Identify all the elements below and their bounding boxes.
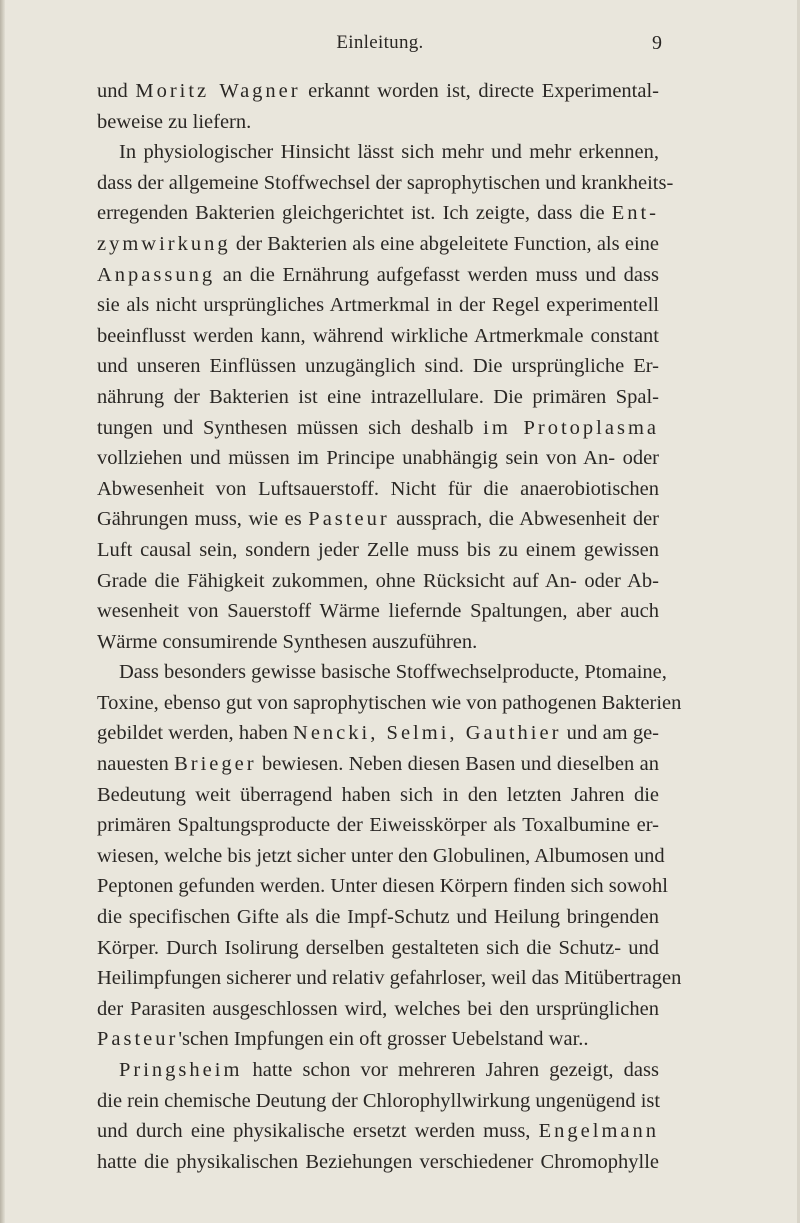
text-line bbox=[97, 841, 665, 872]
text-line bbox=[97, 168, 674, 199]
text-segment: Heilimpfungen sicherer und relativ gefahrloser, weil das Mitübertragen bbox=[97, 967, 682, 990]
text-line bbox=[97, 260, 659, 291]
text-line bbox=[97, 443, 659, 474]
text-line bbox=[97, 504, 659, 535]
text-line bbox=[97, 474, 659, 505]
text-line bbox=[97, 76, 659, 107]
text-segment: Abwesenheit von Luftsauerstoff. Nicht für die anaerobiotischen bbox=[97, 477, 659, 500]
spaced-name: Anpassung bbox=[97, 263, 216, 286]
text-segment: der Parasiten ausgeschlossen wird, welches bei den ursprünglichen bbox=[97, 997, 659, 1020]
spaced-name: zymwirkung bbox=[97, 232, 231, 255]
spaced-name: Pasteur bbox=[308, 508, 390, 531]
text-segment: erregenden Bakterien gleichgerichtet ist. Ich zeigte, dass die bbox=[97, 202, 612, 225]
text-segment: hatte die physikalischen Beziehungen verschiedener Chromophylle bbox=[97, 1150, 659, 1173]
text-segment: gebildet werden, haben bbox=[97, 722, 294, 745]
text-segment: wesenheit von Sauerstoff Wärme liefernde Spaltungen, aber auch bbox=[97, 600, 659, 623]
text-line bbox=[97, 413, 659, 444]
text-segment: der Bakterien als eine abgeleitete Function, als eine bbox=[230, 232, 659, 255]
text-segment: die rein chemische Deutung der Chlorophyllwirkung ungenügend ist bbox=[97, 1089, 661, 1112]
text-line bbox=[97, 780, 659, 811]
text-segment: und bbox=[97, 80, 136, 102]
spaced-name: Engelmann bbox=[538, 1120, 659, 1143]
text-line bbox=[97, 657, 667, 688]
text-line bbox=[97, 1055, 659, 1086]
text-line bbox=[97, 1116, 659, 1147]
spaced-name: Brieger bbox=[174, 753, 257, 776]
text-line bbox=[97, 688, 682, 719]
text-line bbox=[97, 137, 659, 168]
text-line bbox=[97, 351, 659, 382]
text-segment: und unseren Einflüssen unzugänglich sind. Die ursprüngliche Er- bbox=[97, 355, 659, 378]
text-segment: Peptonen gefunden werden. Unter diesen Körpern finden sich sowohl bbox=[97, 875, 668, 898]
page-edge-shadow bbox=[0, 0, 5, 1223]
text-segment: sie als nicht ursprüngliches Artmerkmal in der Regel experimentell bbox=[97, 294, 659, 317]
text-line bbox=[97, 596, 659, 627]
text-segment: aussprach, die Abwesenheit der bbox=[389, 508, 659, 531]
text-segment: Bedeutung weit überragend haben sich in den letzten Jahren die bbox=[97, 783, 659, 806]
text-segment: und durch eine physikalische ersetzt werden muss, bbox=[97, 1120, 539, 1143]
text-line bbox=[97, 902, 659, 933]
spaced-name: im Protoplasma bbox=[483, 416, 659, 439]
spaced-name: Nencki, Selmi, Gauthier bbox=[293, 722, 562, 745]
text-segment: bewiesen. Neben diesen Basen und dieselben an bbox=[256, 753, 659, 776]
text-segment: tungen und Synthesen müssen sich deshalb bbox=[97, 416, 484, 439]
text-line bbox=[97, 321, 659, 352]
text-segment: nauesten bbox=[97, 753, 175, 776]
text-line bbox=[97, 198, 659, 229]
text-segment: Gährungen muss, wie es bbox=[97, 508, 309, 531]
text-segment: vollziehen und müssen im Principe unabhängig sein von An- oder bbox=[97, 447, 659, 470]
text-segment: und am ge- bbox=[561, 722, 659, 745]
running-header bbox=[100, 32, 660, 62]
text-segment: primären Spaltungsproducte der Eiweisskörper als Toxalbumine er- bbox=[97, 814, 659, 837]
text-segment: Dass besonders gewisse basische Stoffwechselproducte, Ptomaine, bbox=[119, 661, 667, 684]
text-line bbox=[97, 566, 659, 597]
text-segment: 'schen Impfungen ein oft grosser Uebelstand war.. bbox=[178, 1028, 589, 1051]
spaced-name: Moritz Wagner bbox=[135, 80, 301, 102]
text-segment: erkannt worden ist, directe Experimental- bbox=[300, 80, 660, 102]
text-line bbox=[97, 229, 659, 260]
text-line bbox=[97, 382, 659, 413]
text-segment: Toxine, ebenso gut von saprophytischen wie von pathogenen Bakterien bbox=[97, 691, 682, 714]
text-segment: Grade die Fähigkeit zukommen, ohne Rücksicht auf An- oder Ab- bbox=[97, 569, 659, 592]
text-line bbox=[97, 933, 659, 964]
text-segment: an die Ernährung aufgefasst werden muss und dass bbox=[215, 263, 659, 286]
spaced-name: Pringsheim bbox=[119, 1059, 243, 1081]
text-line bbox=[97, 107, 659, 138]
text-line bbox=[97, 627, 659, 658]
text-segment: Körper. Durch Isolirung derselben gestalteten sich die Schutz- und bbox=[97, 936, 659, 959]
text-line bbox=[97, 1024, 659, 1055]
page-number: 9 bbox=[652, 32, 662, 54]
text-segment: In physiologischer Hinsicht lässt sich mehr und mehr erkennen, bbox=[119, 141, 659, 164]
text-segment: nährung der Bakterien ist eine intrazellulare. Die primären Spal- bbox=[97, 385, 659, 408]
text-segment: Luft causal sein, sondern jeder Zelle muss bis zu einem gewissen bbox=[97, 538, 659, 561]
text-line bbox=[97, 871, 668, 902]
text-segment: Wärme consumirende Synthesen auszuführen. bbox=[97, 630, 478, 653]
text-line bbox=[97, 810, 659, 841]
text-segment: dass der allgemeine Stoffwechsel der saprophytischen und krankheits- bbox=[97, 171, 674, 194]
text-line bbox=[97, 1147, 659, 1178]
text-segment: wiesen, welche bis jetzt sicher unter den Globulinen, Albumosen und bbox=[97, 844, 665, 867]
text-segment: beweise zu liefern. bbox=[97, 110, 252, 133]
running-title: Einleitung. bbox=[336, 32, 424, 53]
text-segment: beeinflusst werden kann, während wirkliche Artmerkmale constant bbox=[97, 324, 659, 347]
text-line bbox=[97, 994, 659, 1025]
text-line bbox=[97, 963, 682, 994]
spaced-name: Pasteur bbox=[97, 1028, 179, 1051]
text-line bbox=[97, 290, 659, 321]
text-line bbox=[97, 535, 659, 566]
text-line bbox=[97, 718, 659, 749]
text-line bbox=[97, 749, 659, 780]
text-line bbox=[97, 1086, 659, 1117]
body-text bbox=[97, 76, 682, 1177]
spaced-name: Ent- bbox=[611, 202, 659, 225]
text-segment: die specifischen Gifte als die Impf-Schutz und Heilung bringenden bbox=[97, 906, 659, 929]
text-segment: hatte schon vor mehreren Jahren gezeigt, dass bbox=[242, 1059, 659, 1081]
